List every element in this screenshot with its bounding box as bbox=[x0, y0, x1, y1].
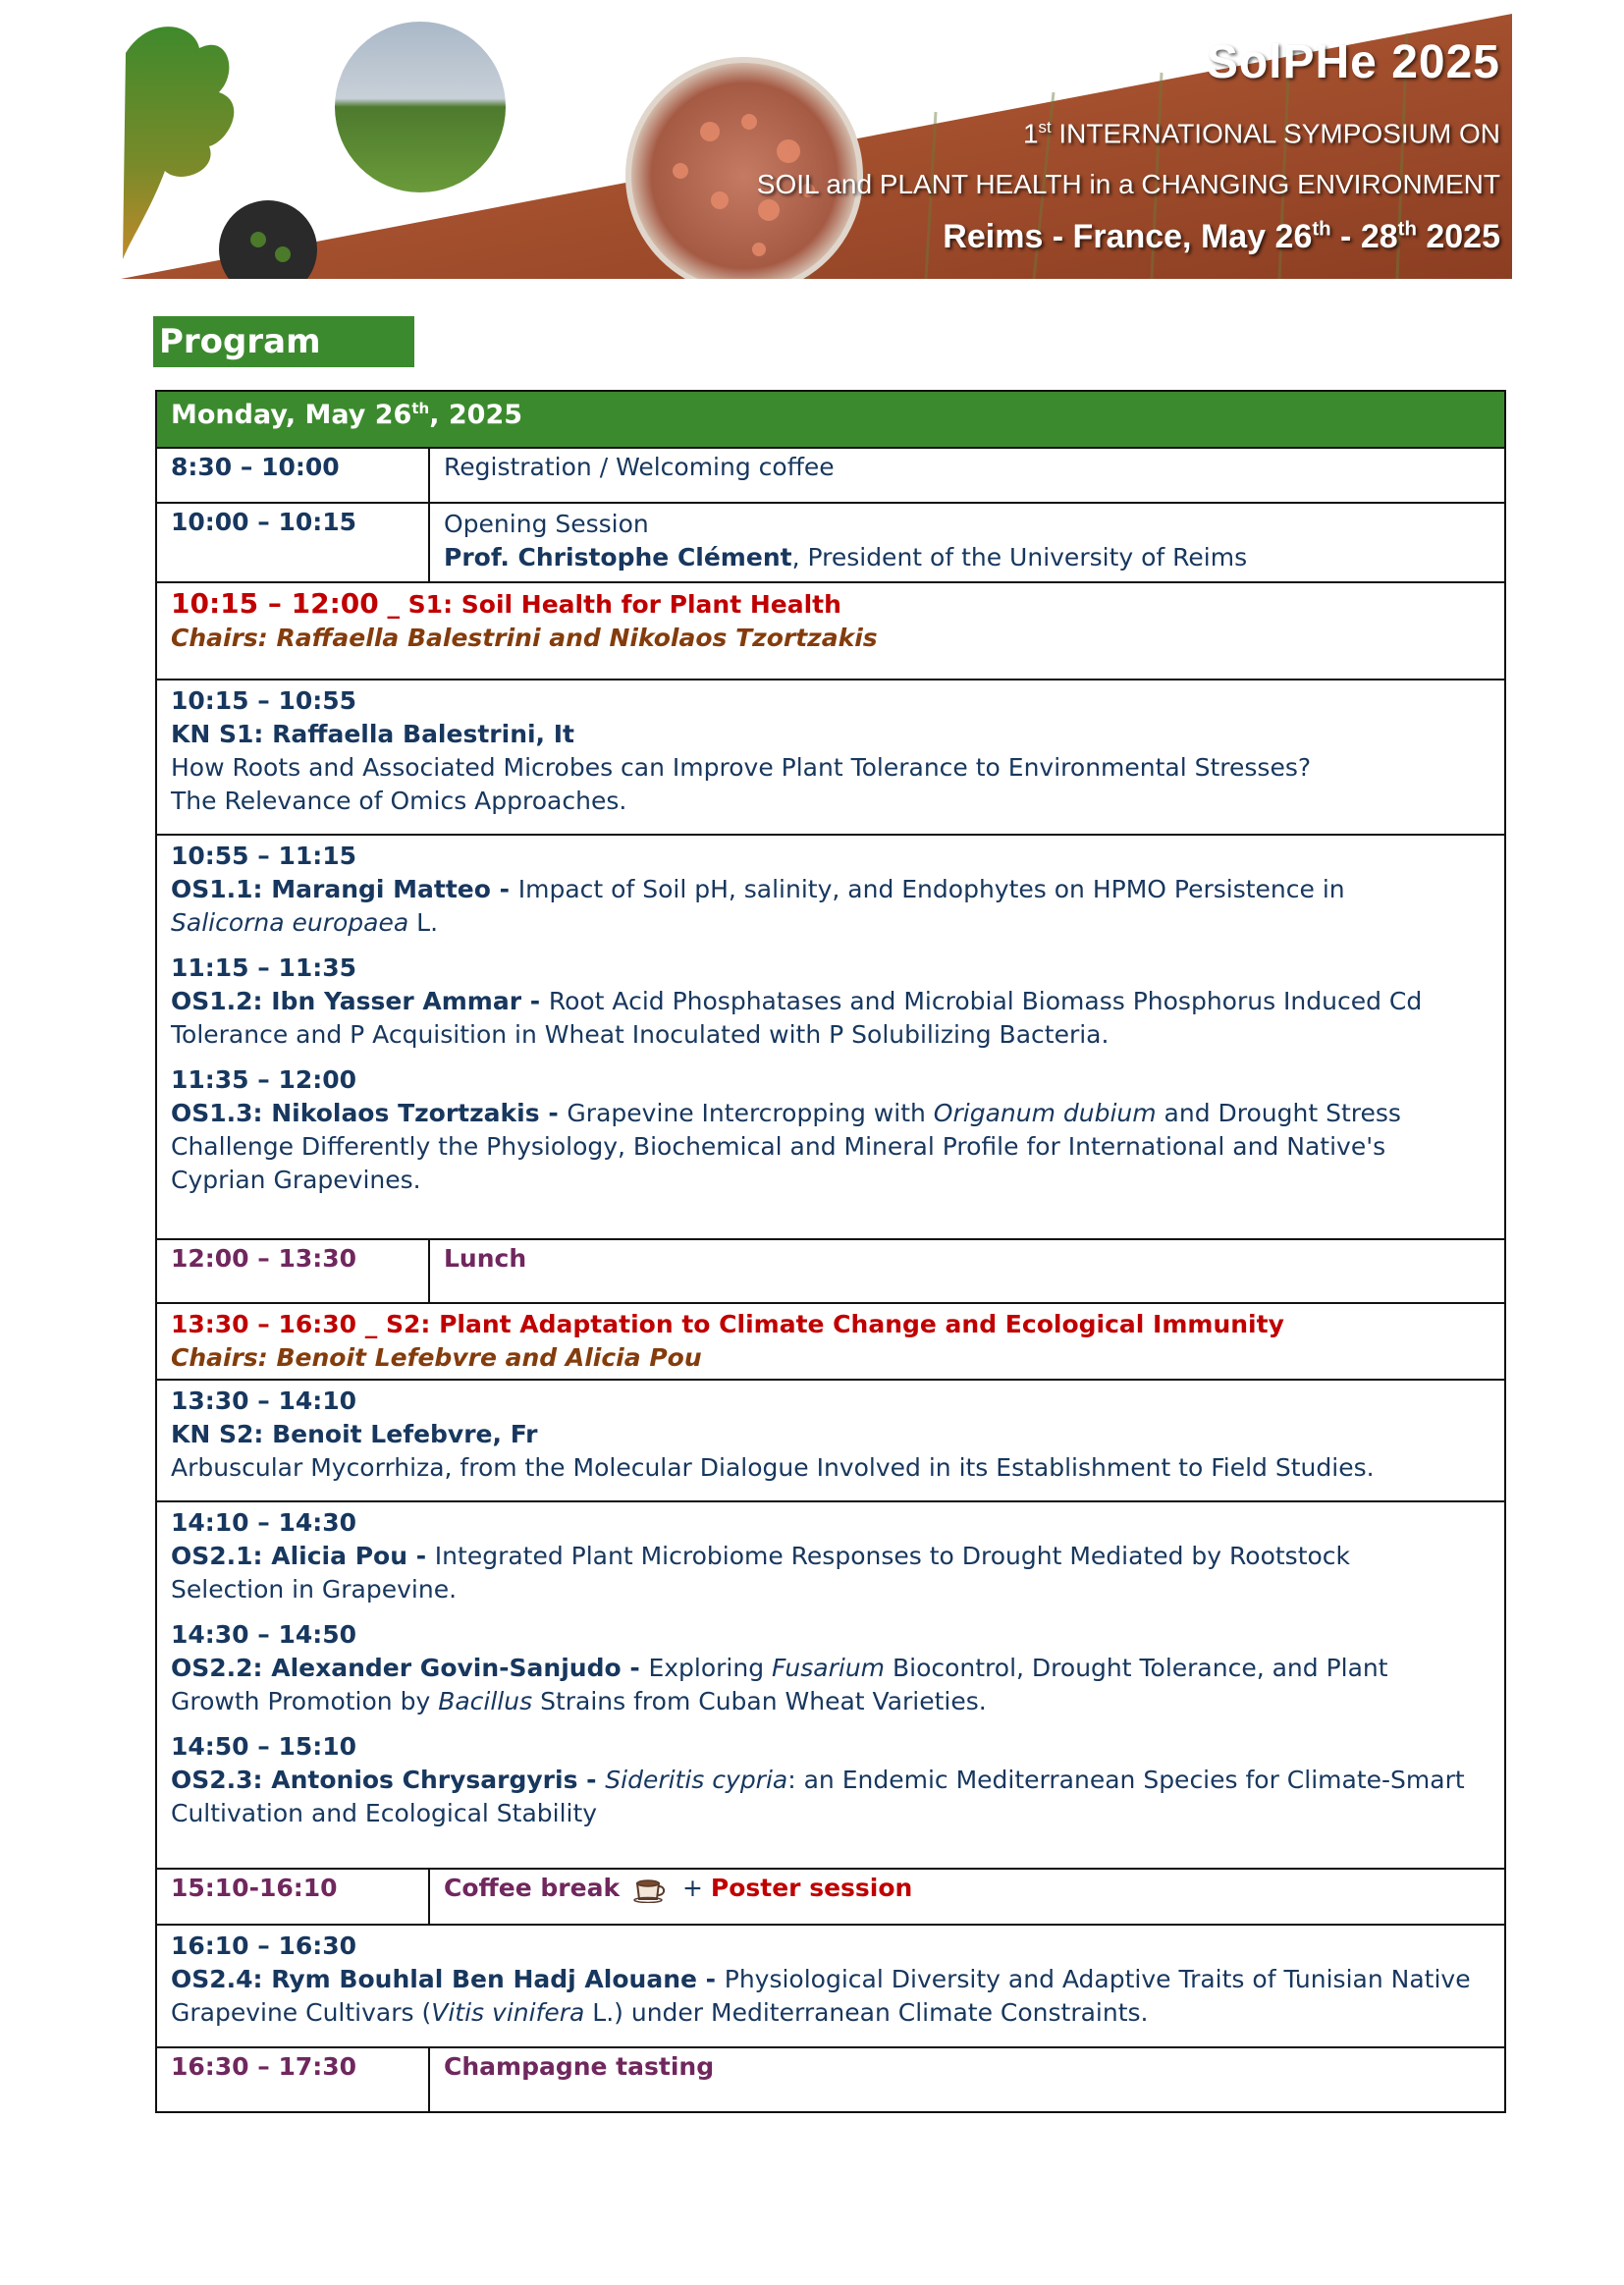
field-photo bbox=[335, 22, 506, 192]
banner-title: SolPHe 2025 bbox=[1206, 36, 1500, 88]
time-cell: 16:30 – 17:30 bbox=[157, 2048, 430, 2111]
talk-time: 14:10 – 14:30 bbox=[171, 1508, 357, 1537]
event-cell: Coffee break + Poster session bbox=[444, 1874, 913, 1902]
talk-time: 13:30 – 14:10 bbox=[171, 1387, 357, 1415]
talk-title: Arbuscular Mycorrhiza, from the Molecular Dialogue Involved in its Establishment to Field Studies. bbox=[171, 1453, 1375, 1482]
talk-title: Sideritis cypria bbox=[605, 1766, 788, 1794]
talk-time: 10:55 – 11:15 bbox=[171, 842, 357, 870]
talk-title: Integrated Plant Microbiome Responses to Drought Mediated by Rootstock bbox=[434, 1542, 1351, 1570]
session-chairs: Chairs: Raffaella Balestrini and Nikolaos Tzortzakis bbox=[171, 624, 878, 652]
table-row-oral-s1 bbox=[157, 834, 1504, 1238]
speaker-role: , President of the University of Reims bbox=[791, 543, 1248, 571]
time-cell: 12:00 – 13:30 bbox=[157, 1240, 430, 1302]
talk-title: Grapevine Intercropping with bbox=[567, 1099, 934, 1127]
header-banner bbox=[121, 14, 1512, 279]
schedule-table bbox=[155, 390, 1506, 2113]
table-row-keynote-s1 bbox=[157, 679, 1504, 834]
talk-time: 14:30 – 14:50 bbox=[171, 1620, 357, 1649]
talk-title: Root Acid Phosphatases and Microbial Biomass Phosphorus Induced Cd bbox=[548, 987, 1423, 1015]
session-s2-header: 13:30 – 16:30 _ S2: Plant Adaptation to Climate Change and Ecological Immunity Chairs: Benoit Lefebvre and Alicia Pou bbox=[157, 1302, 1504, 1379]
speaker-name: Prof. Christophe Clément bbox=[444, 543, 792, 571]
table-row-registration bbox=[157, 447, 1504, 502]
talk-speaker: OS2.3: Antonios Chrysargyris bbox=[171, 1766, 578, 1794]
table-row-oral-s2 bbox=[157, 1500, 1504, 1868]
talk-speaker: OS2.4: Rym Bouhlal Ben Hadj Alouane bbox=[171, 1965, 697, 1993]
talk-speaker: KN S2: Benoit Lefebvre, Fr bbox=[171, 1420, 538, 1448]
banner-topic-line: SOIL and PLANT HEALTH in a CHANGING ENVIRONMENT bbox=[756, 169, 1500, 199]
talk-title: Impact of Soil pH, salinity, and Endophytes on HPMO Persistence in bbox=[517, 875, 1345, 903]
event-cell: Lunch bbox=[444, 1244, 527, 1273]
table-row-champagne bbox=[157, 2046, 1504, 2111]
event-cell: Champagne tasting bbox=[444, 2052, 715, 2081]
talk-time: 16:10 – 16:30 bbox=[171, 1931, 357, 1960]
coffee-cup-icon bbox=[633, 1876, 669, 1903]
table-row-keynote-s2 bbox=[157, 1379, 1504, 1500]
talk-os1-2: 11:15 – 11:35 OS1.2: Ibn Yasser Ammar - Root Acid Phosphatases and Microbial Biomass Phosphorus Induced Cd Tolerance and P Acquisition in Wheat Inoculated with P Solubilizing Bacteria. bbox=[171, 952, 1490, 1052]
opening-title: Opening Session bbox=[444, 510, 649, 538]
program-heading: Program bbox=[153, 316, 414, 367]
time-cell: 15:10-16:10 bbox=[157, 1870, 430, 1924]
table-row-opening bbox=[157, 502, 1504, 581]
session-chairs: Chairs: Benoit Lefebvre and Alicia Pou bbox=[171, 1343, 702, 1372]
banner-symposium-line: 1st INTERNATIONAL SYMPOSIUM ON bbox=[1022, 118, 1500, 149]
table-row-oral-s2-4: 16:10 – 16:30 OS2.4: Rym Bouhlal Ben Hadj Alouane - Physiological Diversity and Adaptive Traits of Tunisian Native Grapevine Cultivars (Vitis vinifera L.) under Mediterranean Climate Constraints. bbox=[157, 1924, 1504, 2046]
poster-session-label: Poster session bbox=[710, 1874, 913, 1902]
talk-title: How Roots and Associated Microbes can Improve Plant Tolerance to Environmental Stresses? bbox=[171, 753, 1312, 782]
event-cell: Registration / Welcoming coffee bbox=[444, 453, 835, 481]
talk-os1-3: 11:35 – 12:00 OS1.3: Nikolaos Tzortzakis - Grapevine Intercropping with Origanum dubium and Drought Stress Challenge Differently the Physiology, Biochemical and Mineral Profile for International and Native's Cyprian Grapevines. bbox=[171, 1063, 1490, 1197]
table-row-lunch bbox=[157, 1238, 1504, 1302]
talk-speaker: KN S1: Raffaella Balestrini, It bbox=[171, 720, 575, 748]
seedlings-photo bbox=[219, 200, 317, 279]
session-title: S1: Soil Health for Plant Health bbox=[407, 590, 841, 619]
talk-title-cont: The Relevance of Omics Approaches. bbox=[171, 787, 627, 815]
talk-speaker: OS1.1: Marangi Matteo bbox=[171, 875, 491, 903]
talk-speaker: OS2.2: Alexander Govin-Sanjudo bbox=[171, 1654, 622, 1682]
time-cell: 10:00 – 10:15 bbox=[157, 504, 430, 581]
session-s1-header: 10:15 – 12:00 _ S1: Soil Health for Plant Health Chairs: Raffaella Balestrini and Nikolaos Tzortzakis bbox=[157, 581, 1504, 679]
talk-os2-1: 14:10 – 14:30 OS2.1: Alicia Pou - Integrated Plant Microbiome Responses to Drought Mediated by Rootstock Selection in Grapevine. bbox=[171, 1506, 1490, 1606]
talk-speaker: OS2.1: Alicia Pou bbox=[171, 1542, 407, 1570]
grape-leaf-image bbox=[123, 27, 234, 259]
time-cell: 8:30 – 10:00 bbox=[157, 449, 430, 502]
talk-speaker: OS1.3: Nikolaos Tzortzakis bbox=[171, 1099, 540, 1127]
talk-os2-3: 14:50 – 15:10 OS2.3: Antonios Chrysargyris - Sideritis cypria: an Endemic Mediterranean Species for Climate-Smart Cultivation and Ecological Stability bbox=[171, 1730, 1490, 1830]
talk-os2-2: 14:30 – 14:50 OS2.2: Alexander Govin-Sanjudo - Exploring Fusarium Biocontrol, Drought Tolerance, and Plant Growth Promotion by Bacillus Strains from Cuban Wheat Varieties. bbox=[171, 1618, 1490, 1718]
session-time: 13:30 – 16:30 bbox=[171, 1310, 357, 1338]
talk-speaker: OS1.2: Ibn Yasser Ammar bbox=[171, 987, 522, 1015]
talk-title: Exploring bbox=[648, 1654, 773, 1682]
coffee-break-label: Coffee break bbox=[444, 1874, 621, 1902]
talk-time: 14:50 – 15:10 bbox=[171, 1732, 357, 1761]
session-title: S2: Plant Adaptation to Climate Change and Ecological Immunity bbox=[385, 1310, 1284, 1338]
session-time: 10:15 – 12:00 bbox=[171, 587, 379, 620]
talk-time: 10:15 – 10:55 bbox=[171, 686, 357, 715]
talk-time: 11:35 – 12:00 bbox=[171, 1065, 357, 1094]
talk-title: Physiological Diversity and Adaptive Traits of Tunisian Native bbox=[724, 1965, 1471, 1993]
event-cell bbox=[430, 504, 1504, 581]
talk-time: 11:15 – 11:35 bbox=[171, 953, 357, 982]
banner-date-line: Reims - France, May 26th - 28th 2025 bbox=[943, 218, 1500, 255]
talk-os1-1: 10:55 – 11:15 OS1.1: Marangi Matteo - Impact of Soil pH, salinity, and Endophytes on HPMO Persistence in Salicorna europaea L. bbox=[171, 840, 1490, 940]
day-header: Monday, May 26th, 2025 bbox=[157, 392, 1504, 447]
table-row-coffee-break bbox=[157, 1868, 1504, 1924]
